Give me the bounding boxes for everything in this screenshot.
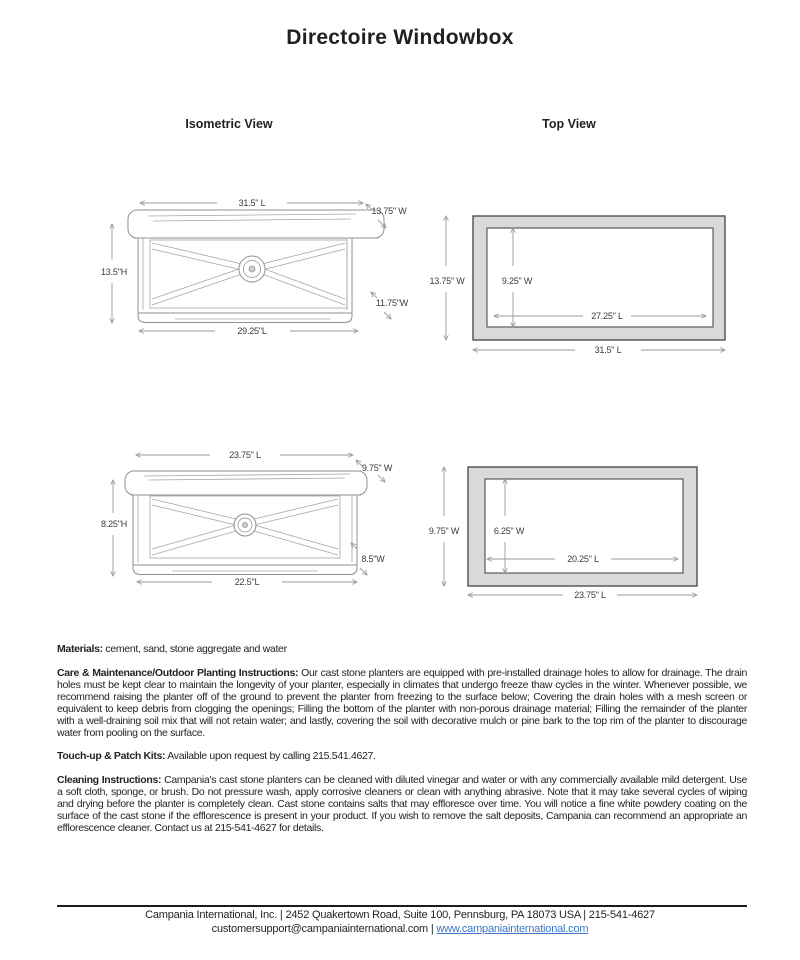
- dimension-label: 13.75" W: [429, 276, 465, 286]
- footer-email: customersupport@campaniainternational.com: [211, 922, 429, 935]
- touchup-label: Touch-up & Patch Kits:: [57, 750, 166, 762]
- footer-divider: [57, 905, 747, 907]
- dimension-label: 22.5"L: [234, 577, 260, 587]
- cleaning-text: Campania’s cast stone planters can be cleaned with diluted vinegar and water or with any commercially available mild detergent. Use a soft cloth, sponge, or brush. Do not pressure wash, apply corrosive cleaners or clean with anything abrasive. Note that it may take several cycles of wiping and drying before the planter is completely clean. Cast stone contains salts that may effloresce over time. You will notice a fine white powdery coating on the surface of the cast stone if the efflorescence is present in your product. If you wish to remove the salt deposits, Campania can recommend an appropriate an efflorescence cleaner. Contact us at 215-541-4627 for details.: [57, 773, 747, 834]
- rosette-medallion-icon: [234, 514, 256, 536]
- dimension-label: 13.5"H: [100, 267, 128, 277]
- cleaning-paragraph: [57, 774, 747, 834]
- info-text-block: [57, 643, 747, 845]
- materials-text: cement, sand, stone aggregate and water: [102, 643, 287, 655]
- footer-separator: |: [428, 922, 437, 935]
- footer: [0, 909, 800, 936]
- large-top-view-drawing: [425, 200, 740, 360]
- dimension-label: 23.75" L: [574, 590, 606, 600]
- dimension-label: 6.25" W: [493, 526, 525, 536]
- cleaning-label: Cleaning Instructions:: [57, 773, 162, 786]
- dimension-label: 20.25" L: [567, 554, 599, 564]
- care-text: Our cast stone planters are equipped with pre-installed drainage holes to allow for drainage. The drain holes must be kept clear to maintain the longevity of your planter, especially in climates that undergo freeze thaw cycles in the winter. Whenever possible, we recommend raising the planter off of the ground to prevent the planter from freezing to the surface below; Covering the drain holes with a mesh screen or equivalent to keep debris from clogging the openings; Filling the bottom of the planter with non-porous drainage material; Filling the remainder of the planter with a well-draining soil mix that will not retain water; and lastly, covering the soil with decorative mulch or pine bark to the top rim of the planter to discourage water from pooling on the surface.: [57, 666, 747, 739]
- care-label: Care & Maintenance/Outdoor Planting Instructions:: [57, 666, 299, 679]
- dimension-label: 31.5" L: [594, 345, 622, 355]
- top-view-heading: Top View: [542, 117, 596, 131]
- touchup-text: Available upon request by calling 215.541.4627.: [165, 750, 376, 762]
- small-isometric-drawing: [100, 445, 415, 590]
- dimension-label: 23.75" L: [229, 450, 261, 460]
- dimension-label: 9.75" W: [428, 526, 460, 536]
- rosette-medallion-icon: [239, 256, 265, 282]
- dimension-label: 31.5" L: [238, 198, 266, 208]
- planter-rim: [128, 210, 384, 238]
- page-title: Directoire Windowbox: [286, 26, 514, 49]
- dimension-label: 8.5"W: [361, 554, 385, 564]
- dimension-label: 13.75" W: [371, 206, 407, 216]
- dimension-label: 11.75"W: [375, 298, 409, 308]
- footer-address-line: Campania International, Inc. | 2452 Quakertown Road, Suite 100, Pennsburg, PA 18073 USA | 215-541-4627: [145, 909, 655, 921]
- planter-base: [133, 565, 357, 575]
- care-paragraph: [57, 667, 747, 739]
- dimension-label: 9.25" W: [501, 276, 533, 286]
- isometric-view-heading: Isometric View: [185, 117, 273, 131]
- materials-paragraph: [57, 643, 747, 655]
- large-isometric-drawing: [100, 195, 415, 340]
- footer-contact-line: [0, 923, 800, 937]
- dimension-label: 8.25"H: [100, 519, 128, 529]
- dimension-label: 27.25" L: [591, 311, 623, 321]
- dimension-label: 9.75" W: [361, 463, 393, 473]
- planter-base: [138, 313, 352, 323]
- touchup-paragraph: [57, 750, 747, 762]
- small-top-view-drawing: [425, 450, 740, 605]
- website-link[interactable]: www.campaniainternational.com: [436, 922, 589, 935]
- dimension-label: 29.25"L: [237, 326, 267, 336]
- materials-label: Materials:: [57, 643, 103, 655]
- planter-rim: [125, 471, 367, 495]
